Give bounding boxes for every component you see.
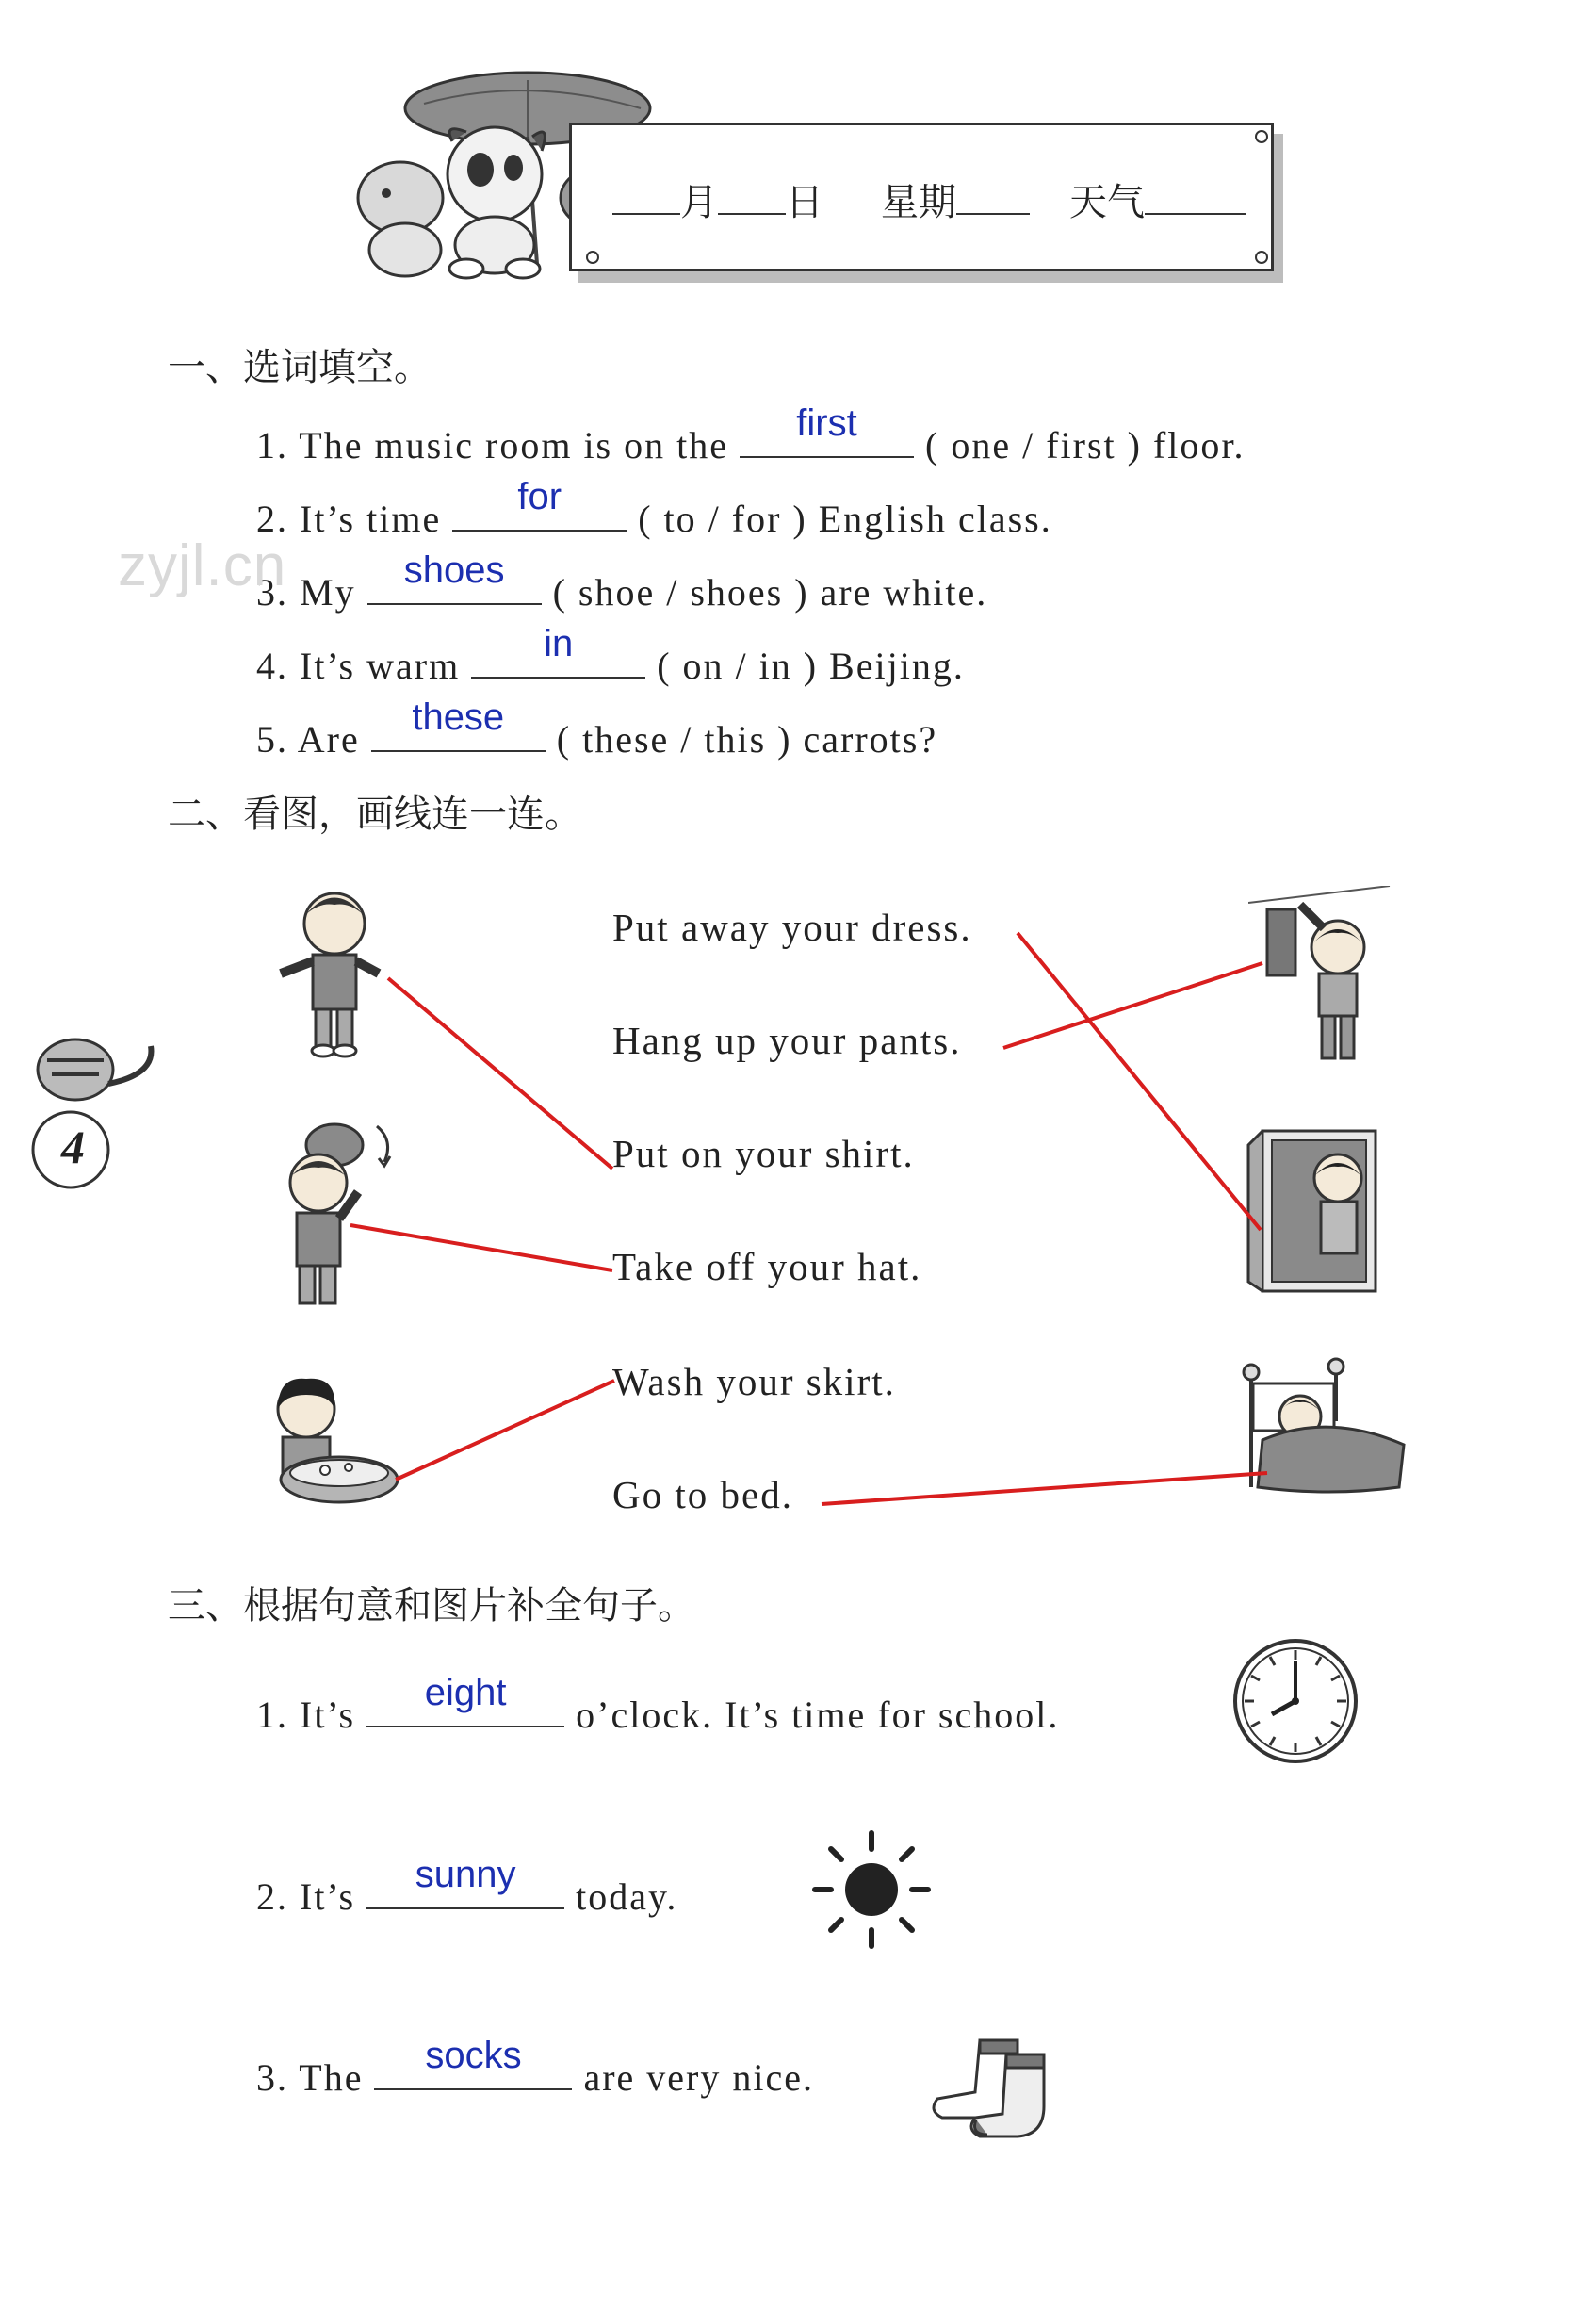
s1-blank-5[interactable]: these (371, 707, 546, 752)
section2-title: 二、看图，画线连一连。 (168, 793, 582, 836)
match-line-bed (822, 1473, 1267, 1504)
section3-title: 三、根据句意和图片补全句子。 (168, 1584, 695, 1628)
phrase-put-away-dress: Put away your dress. (612, 906, 972, 949)
tiger-mascot-icon (24, 1027, 165, 1197)
phrase-wash-skirt: Wash your skirt. (612, 1360, 896, 1403)
match-line-shirt (388, 978, 612, 1169)
s1-item-2: 2. It’s time for ( to / for ) English class. (256, 476, 1052, 540)
section1-title: 一、选词填空。 (168, 346, 432, 389)
match-line-skirt (396, 1381, 614, 1480)
s1-blank-4[interactable]: in (471, 633, 645, 679)
s1-item-5: 5. Are these ( these / this ) carrots? (256, 696, 938, 761)
phrase-take-off-hat: Take off your hat. (612, 1245, 922, 1288)
match-line-pants (1003, 963, 1262, 1048)
page-number: 4 (61, 1121, 85, 1173)
s3-item-2: 2. It’s sunny today. (256, 1854, 678, 1918)
day-label: 日 (786, 181, 823, 224)
s3-item-3: 3. The socks are very nice. (256, 2035, 814, 2099)
s1-item-4: 4. It’s warm in ( on / in ) Beijing. (256, 623, 965, 687)
s1-blank-2[interactable]: for (452, 486, 627, 532)
sun-icon (810, 1828, 933, 1951)
s3-blank-2[interactable]: sunny (366, 1864, 564, 1909)
phrase-hang-up-pants: Hang up your pants. (612, 1019, 962, 1062)
watermark: zyjl.cn (118, 533, 287, 598)
s3-blank-1[interactable]: eight (366, 1682, 564, 1727)
match-line-hat (350, 1225, 612, 1270)
phrase-go-to-bed: Go to bed. (612, 1473, 793, 1516)
s1-blank-1[interactable]: first (740, 413, 914, 458)
s3-blank-3[interactable]: socks (374, 2045, 572, 2090)
s1-blank-3[interactable]: shoes (367, 560, 542, 605)
socks-icon (923, 2031, 1065, 2144)
month-label: 月 (680, 181, 718, 224)
s3-item-1: 1. It’s eight o’clock. It’s time for school. (256, 1672, 1060, 1736)
s1-item-3: 3. My shoes ( shoe / shoes ) are white. (256, 549, 988, 614)
s1-item-1: 1. The music room is on the first ( one / first ) floor. (256, 402, 1246, 467)
clock-icon (1230, 1635, 1361, 1767)
weather-label: 天气 (1069, 181, 1145, 224)
phrase-put-on-shirt: Put on your shirt. (612, 1132, 915, 1175)
weekday-label: 星期 (881, 181, 956, 224)
